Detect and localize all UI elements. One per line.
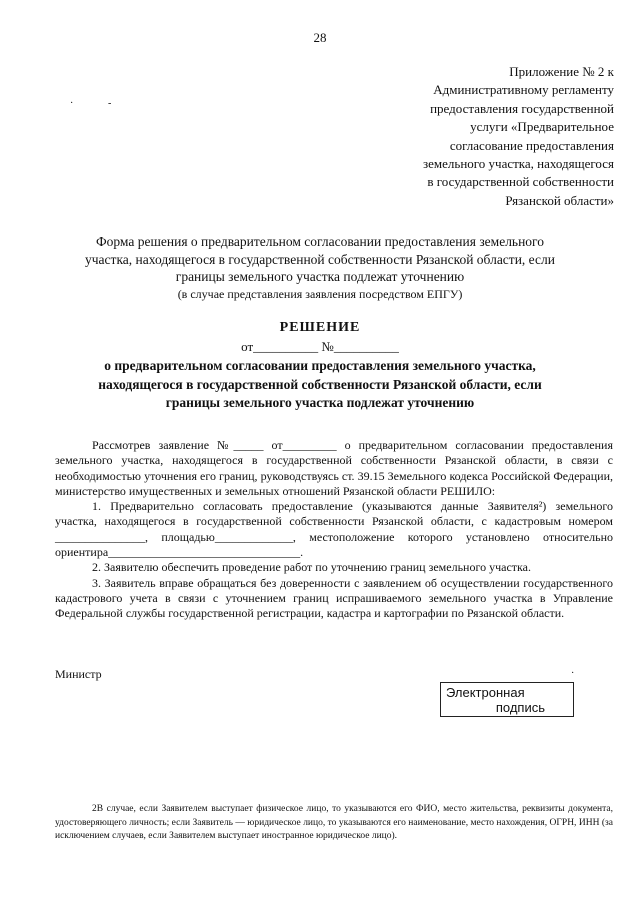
electronic-signature-box xyxy=(440,682,574,717)
scan-speck: · xyxy=(571,668,575,679)
appendix-line: в государственной собственности xyxy=(427,174,614,190)
appendix-header xyxy=(314,63,614,210)
appendix-line: предоставления государственной xyxy=(430,100,614,116)
body-item-1: 1. Предварительно согласовать предоставление (указываются данные Заявителя²) земельного участка, находящегося в государственной собственности Рязанской области, с кадастровым номером _______________, площадью_____________, местоположение которого установлено относительно ориентира________________________________. xyxy=(55,499,613,560)
decision-heading: РЕШЕНИЕ xyxy=(279,320,361,335)
subject-line: о предварительном согласовании предоставления земельного участка, xyxy=(104,358,536,373)
signature-line-2: подпись xyxy=(495,700,545,715)
appendix-line: Рязанской области» xyxy=(505,192,614,208)
appendix-line: Приложение № 2 к xyxy=(509,64,614,79)
form-title xyxy=(55,233,585,303)
decision-subject xyxy=(60,357,580,413)
decision-body xyxy=(55,438,613,622)
scan-speck: - xyxy=(108,98,112,109)
subject-line: границы земельного участка подлежат уточнению xyxy=(165,395,475,410)
body-item-3: 3. Заявитель вправе обращаться без доверенности с заявлением об осуществлении государственного кадастрового учета в связи с уточнением границ испрашиваемого земельного участка в Управление Федеральной службы государственной регистрации, кадастра и картографии по Рязанской области. xyxy=(55,575,613,621)
decision-dateline: от__________ №__________ xyxy=(241,339,399,354)
page-number: 28 xyxy=(313,30,327,45)
form-title-note: (в случае представления заявления посредством ЕПГУ) xyxy=(177,286,463,301)
form-title-line: границы земельного участка подлежат уточнению xyxy=(175,269,465,284)
form-title-line: участка, находящегося в государственной собственности Рязанской области, если xyxy=(85,251,555,267)
appendix-line: земельного участка, находящегося xyxy=(423,156,614,172)
form-title-line: Форма решения о предварительном согласовании предоставления земельного xyxy=(95,234,545,249)
scan-speck: · xyxy=(70,98,74,109)
appendix-line: услуги «Предварительное xyxy=(470,119,614,135)
footnote: 2В случае, если Заявителем выступает физическое лицо, то указываются его ФИО, место жительства, реквизиты документа, удостоверяющего личность; если Заявитель — юридическое лицо, то указываются его наименование, место нахождения, ОГРН, ИНН (за исключением случаев, если Заявителем выступает иностранное юридическое лицо). xyxy=(55,804,613,842)
signature-line-1: Электронная xyxy=(446,685,525,700)
appendix-line: согласование предоставления xyxy=(449,137,614,153)
appendix-line: Административному регламенту xyxy=(433,82,614,98)
body-item-2: 2. Заявителю обеспечить проведение работ по уточнению границ земельного участка. xyxy=(92,560,531,575)
subject-line: находящегося в государственной собственности Рязанской области, если xyxy=(98,376,542,392)
body-intro: Рассмотрев заявление №_____ от_________ о предварительном согласовании предоставления земельного участка, находящегося в государственной собственности Рязанской области, в связи с необходимостью уточнения его границ, руководствуясь ст. 39.15 Земельного кодекса Российской Федерации, министерство имущественных и земельных отношений Рязанской области РЕШИЛО: xyxy=(55,438,613,498)
signer-title: Министр xyxy=(55,667,102,681)
